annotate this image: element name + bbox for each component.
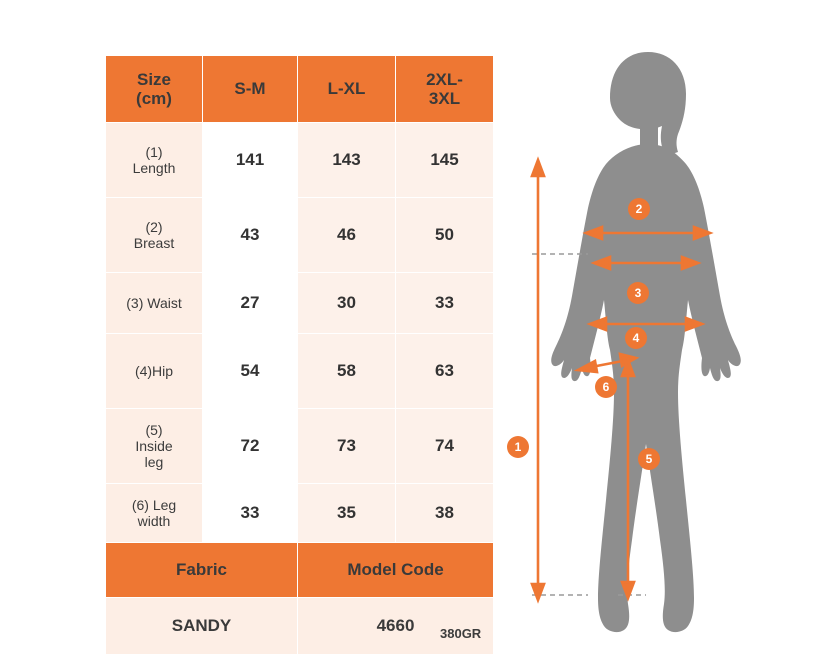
marker-3: 3	[627, 282, 649, 304]
cell-inside-leg-sm: 72	[203, 409, 298, 484]
row-label-length	[106, 123, 203, 198]
model-code-header: Model Code	[298, 543, 494, 598]
fabric-value: SANDY	[106, 598, 298, 655]
arrow-length-head-bottom	[532, 584, 544, 600]
row-label-hip	[106, 334, 203, 409]
weight-note: 380GR	[440, 626, 482, 641]
cell-waist-2xl: 33	[396, 273, 494, 334]
cell-hip-2xl: 63	[396, 334, 494, 409]
marker-5: 5	[638, 448, 660, 470]
fabric-header: Fabric	[106, 543, 298, 598]
row-label-breast-line2: Breast	[133, 235, 175, 251]
header-size	[106, 56, 203, 123]
header-col-2xl-line2: 3XL	[428, 89, 461, 108]
marker-1: 1	[507, 436, 529, 458]
row-label-waist-line1: (3) Waist	[126, 294, 182, 311]
cell-breast-2xl: 50	[396, 198, 494, 273]
cell-hip-lxl: 58	[298, 334, 396, 409]
cell-length-sm: 141	[203, 123, 298, 198]
row-label-breast-line1: (2)	[145, 218, 163, 235]
cell-leg-width-2xl: 38	[396, 484, 494, 543]
body-figure	[470, 20, 830, 650]
cell-leg-width-lxl: 35	[298, 484, 396, 543]
arrow-length-head-top	[532, 160, 544, 176]
cell-breast-sm: 43	[203, 198, 298, 273]
cell-waist-sm: 27	[203, 273, 298, 334]
cell-inside-leg-2xl: 74	[396, 409, 494, 484]
row-label-inside-leg-line2: Inside	[135, 437, 173, 454]
fabric-value-row	[106, 598, 494, 655]
cell-inside-leg-lxl: 73	[298, 409, 396, 484]
header-size-line2: (cm)	[136, 89, 172, 108]
row-label-leg-width-line1: (6) Leg	[131, 496, 177, 513]
table-row	[106, 334, 494, 409]
cell-length-lxl: 143	[298, 123, 396, 198]
row-label-waist	[106, 273, 203, 334]
cell-length-2xl: 145	[396, 123, 494, 198]
table-header-row	[106, 56, 494, 123]
size-table-container	[105, 55, 465, 655]
header-col-2xl-line1: 2XL-	[426, 69, 463, 89]
cell-hip-sm: 54	[203, 334, 298, 409]
row-label-leg-width-line2: width	[137, 513, 171, 529]
row-label-inside-leg-line3: leg	[144, 454, 164, 471]
marker-6: 6	[595, 376, 617, 398]
row-label-length-line2: Length	[132, 160, 176, 176]
cell-waist-lxl: 30	[298, 273, 396, 334]
size-table-head	[106, 56, 494, 123]
cell-leg-width-sm: 33	[203, 484, 298, 543]
table-row	[106, 484, 494, 543]
table-row	[106, 198, 494, 273]
row-label-leg-width	[106, 484, 203, 543]
marker-2: 2	[628, 198, 650, 220]
header-col-lxl: L-XL	[298, 56, 396, 123]
row-label-hip-line1: (4)Hip	[134, 362, 174, 379]
model-code-value: 4660	[298, 598, 494, 655]
size-table-body	[106, 123, 494, 655]
fabric-header-row	[106, 543, 494, 598]
row-label-inside-leg-line1: (5)	[145, 421, 163, 438]
row-label-breast	[106, 198, 203, 273]
size-table	[105, 55, 494, 655]
table-row	[106, 273, 494, 334]
table-row	[106, 409, 494, 484]
figure-svg	[470, 20, 830, 650]
marker-4: 4	[625, 327, 647, 349]
header-col-sm: S-M	[203, 56, 298, 123]
table-row	[106, 123, 494, 198]
header-size-line1: Size	[136, 69, 172, 89]
cell-breast-lxl: 46	[298, 198, 396, 273]
row-label-length-line1: (1)	[145, 143, 163, 160]
row-label-inside-leg	[106, 409, 203, 484]
